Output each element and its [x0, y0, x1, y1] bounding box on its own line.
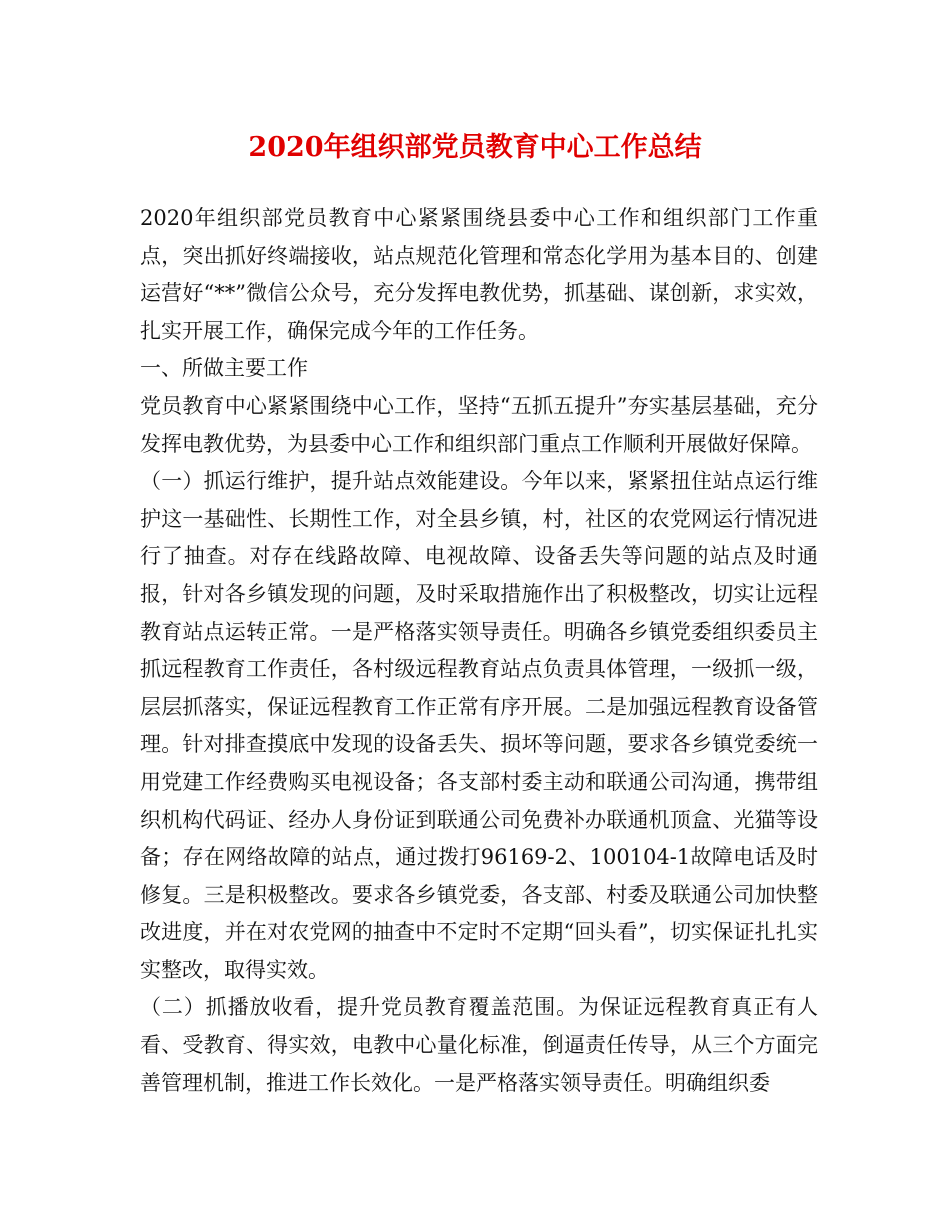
- section-heading: 一、所做主要工作: [140, 356, 308, 381]
- intro-paragraph: 2020年组织部党员教育中心紧紧围绕县委中心工作和组织部门工作重点，突出抓好终端接收，站点规范化管理和常态化学用为基本目的、创建运营好“**”微信公众号，充分发挥电教优势，抓基础、谋创新，求实效，扎实开展工作，确保完成今年的工作任务。: [140, 206, 818, 343]
- item-one-paragraph: （一）抓运行维护，提升站点效能建设。今年以来，紧紧扭住站点运行维护这一基础性、长期性工作，对全县乡镇，村，社区的农党网运行情况进行了抽查。对存在线路故障、电视故障、设备丢失等问题的站点及时通报，针对各乡镇发现的问题，及时采取措施作出了积极整改，切实让远程教育站点运转正常。一是严格落实领导责任。明确各乡镇党委组织委员主抓远程教育工作责任，各村级远程教育站点负责具体管理，一级抓一级，层层抓落实，保证远程教育工作正常有序开展。二是加强远程教育设备管理。针对排查摸底中发现的设备丢失、损坏等问题，要求各乡镇党委统一用党建工作经费购买电视设备；各支部村委主动和联通公司沟通，携带组织机构代码证、经办人身份证到联通公司免费补办联通机顶盒、光猫等设备；存在网络故障的站点，通过拨打96169-2、100104-1故障电话及时修复。三是积极整改。要求各乡镇党委，各支部、村委及联通公司加快整改进度，并在对农党网的抽查中不定时不定期“回头看”，切实保证扎扎实实整改，取得实效。: [140, 469, 818, 982]
- section-paragraph: 党员教育中心紧紧围绕中心工作，坚持“五抓五提升”夯实基层基础，充分发挥电教优势，为县委中心工作和组织部门重点工作顺利开展做好保障。: [140, 393, 818, 456]
- item-two-paragraph: （二）抓播放收看，提升党员教育覆盖范围。为保证远程教育真正有人看、受教育、得实效，电教中心量化标准，倒逼责任传导，从三个方面完善管理机制，推进工作长效化。一是严格落实领导责任。明确组织委: [140, 995, 818, 1095]
- document-body: [140, 200, 818, 1102]
- document-title: 2020年组织部党员教育中心工作总结: [248, 132, 702, 163]
